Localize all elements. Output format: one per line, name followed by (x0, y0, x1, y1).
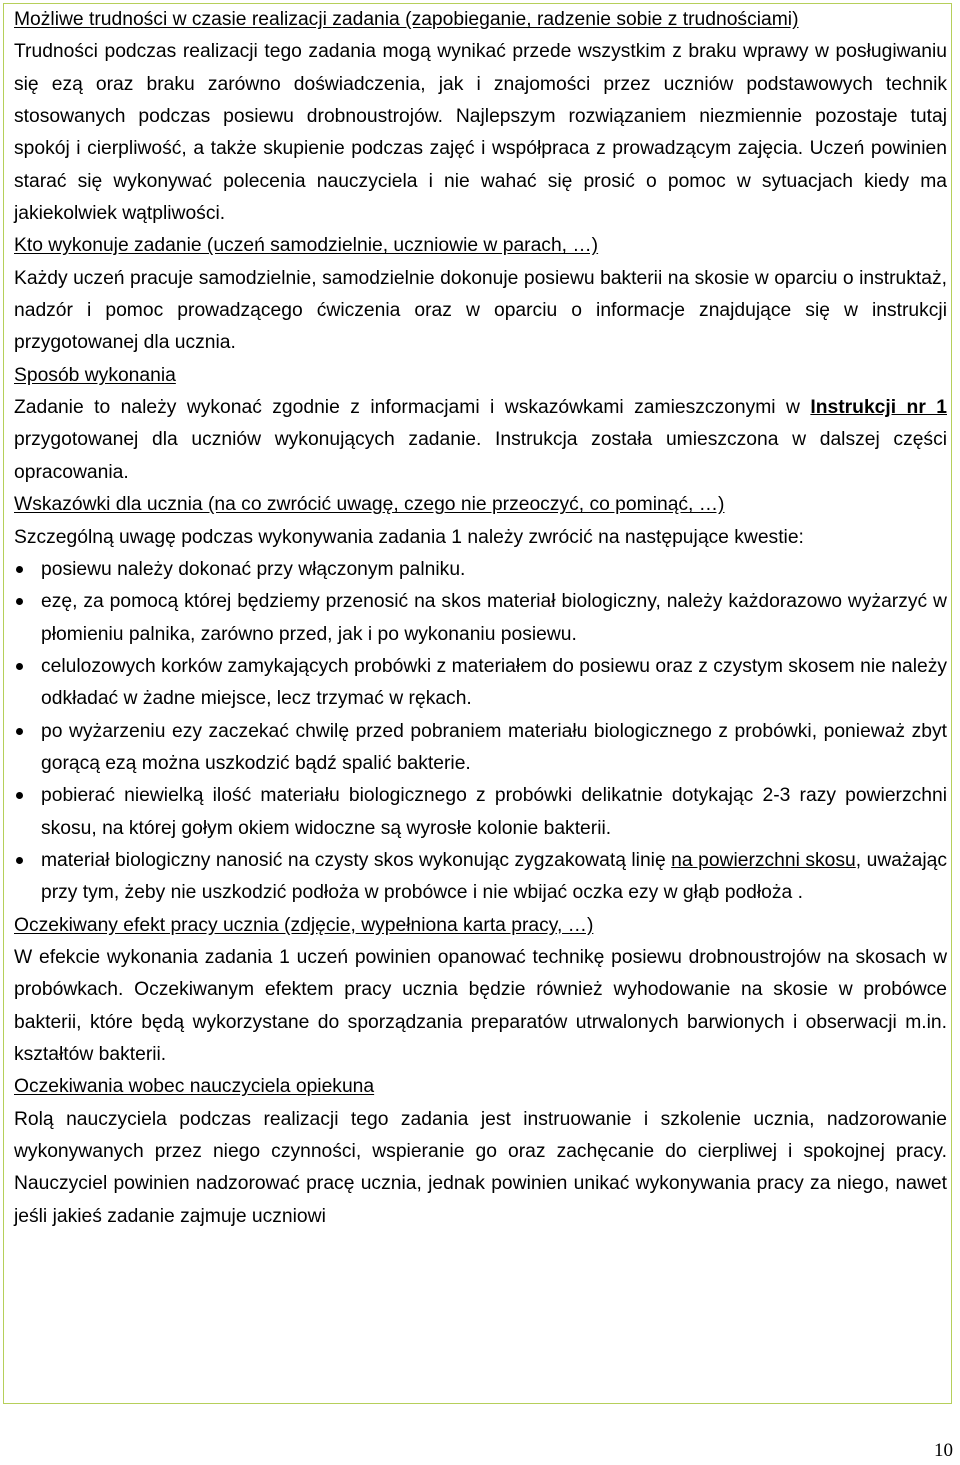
paragraph-difficulties: Trudności podczas realizacji tego zadania mogą wynikać przede wszystkim z braku wprawy w posługiwaniu się ezą oraz braku zarówno doświadczenia, jak i znajomości przez uczniów podstawowych technik stosowanych podczas posiewu drobnoustrojów. Najlepszym rozwiązaniem niezmiennie pozostaje tutaj spokój i cierpliwość, a także skupienie podczas zajęć i współpraca z prowadzącym zajęcia. Uczeń powinien starać się wykonywać polecenia nauczyciela i nie wahać się prosić o pomoc w sytuacjach kiedy ma jakiekolwiek wątpliwości. (14, 41, 947, 225)
bullet-icon (16, 857, 23, 864)
paragraph-who: Każdy uczeń pracuje samodzielnie, samodzielnie dokonuje posiewu bakterii na skosie w oparciu o instruktaż, nadzór i pomoc prowadzącego ćwiczenia oraz w oparciu o informacje znajdujące się w instrukcji przygotowanej dla ucznia. (14, 267, 947, 354)
paragraph-teacher: Rolą nauczyciela podczas realizacji tego zadania jest instruowanie i szkolenie ucznia, nadzorowanie wykonywanych przez niego czynności, wspieranie go oraz zachęcanie do cierpliwej i spokojnej pracy. Nauczyciel powinien nadzorować pracę ucznia, jednak powinien unikać wykonywania pracy za niego, nawet jeśli jakieś zadanie zajmuje uczniowi (14, 1108, 947, 1227)
bullet-icon (16, 566, 23, 573)
section-heading-expected-result: Oczekiwany efekt pracy ucznia (zdjęcie, wypełniona karta pracy, …) (14, 914, 594, 936)
paragraph-expected-result: W efekcie wykonania zadania 1 uczeń powinien opanować technikę posiewu drobnoustrojów na skosach w probówkach. Oczekiwanym efektem pracy ucznia będzie również wyhodowanie na skosie w probówce bakterii, które będą wykorzystane do sporządzania preparatów utrwalonych barwionych i obserwacji m.in. kształtów bakterii. (14, 946, 947, 1065)
bullet-icon (16, 728, 23, 735)
paragraph-tips-intro: Szczególną uwagę podczas wykonywania zadania 1 należy zwrócić na następujące kwestie: (14, 526, 804, 548)
method-text-b: przygotowanej dla uczniów wykonujących zadanie. Instrukcja została umieszczona w dalszej części opracowania. (14, 429, 947, 483)
list-item: celulozowych korków zamykających probówki z materiałem do posiewu oraz z czystym skosem nie należy odkładać w żadne miejsce, lecz trzymać w rękach. (14, 651, 947, 716)
page-number: 10 (934, 1440, 953, 1461)
paragraph-method (14, 392, 947, 489)
list-item: pobierać niewielką ilość materiału biologicznego z probówki delikatnie dotykając 2-3 razy powierzchni skosu, na której gołym okiem widoczne są wyrosłe kolonie bakterii. (14, 780, 947, 845)
instruction-link[interactable]: Instrukcji nr 1 (810, 397, 947, 419)
list-item: materiał biologiczny nanosić na czysty skos wykonując zygzakowatą linię na powierzchni skosu, uważając przy tym, żeby nie uszkodzić podłoża w probówce i nie wbijać oczka ezy w głąb podłoża . (14, 845, 947, 910)
document-body (14, 4, 947, 1233)
section-heading-method: Sposób wykonania (14, 364, 176, 386)
tips-list (14, 554, 947, 910)
method-text-a: Zadanie to należy wykonać zgodnie z informacjami i wskazówkami zamieszczonymi w (14, 397, 811, 419)
bullet-icon (16, 792, 23, 799)
list-item: po wyżarzeniu ezy zaczekać chwilę przed pobraniem materiału biologicznego z probówki, ponieważ zbyt gorącą ezą można uszkodzić bądź spalić bakterie. (14, 716, 947, 781)
section-heading-teacher: Oczekiwania wobec nauczyciela opiekuna (14, 1076, 375, 1098)
section-heading-who: Kto wykonuje zadanie (uczeń samodzielnie, uczniowie w parach, …) (14, 235, 599, 257)
list-item: ezę, za pomocą której będziemy przenosić na skos materiał biologiczny, należy każdorazowo wyżarzyć w płomieniu palnika, zarówno przed, jak i po wykonaniu posiewu. (14, 586, 947, 651)
section-heading-difficulties: Możliwe trudności w czasie realizacji zadania (zapobieganie, radzenie sobie z trudnościami) (14, 9, 799, 30)
bullet-icon (16, 663, 23, 670)
bullet-icon (16, 598, 23, 605)
list-item: posiewu należy dokonać przy włączonym palniku. (14, 554, 947, 586)
section-heading-tips: Wskazówki dla ucznia (na co zwrócić uwagę, czego nie przeoczyć, co pominąć, …) (14, 494, 725, 516)
